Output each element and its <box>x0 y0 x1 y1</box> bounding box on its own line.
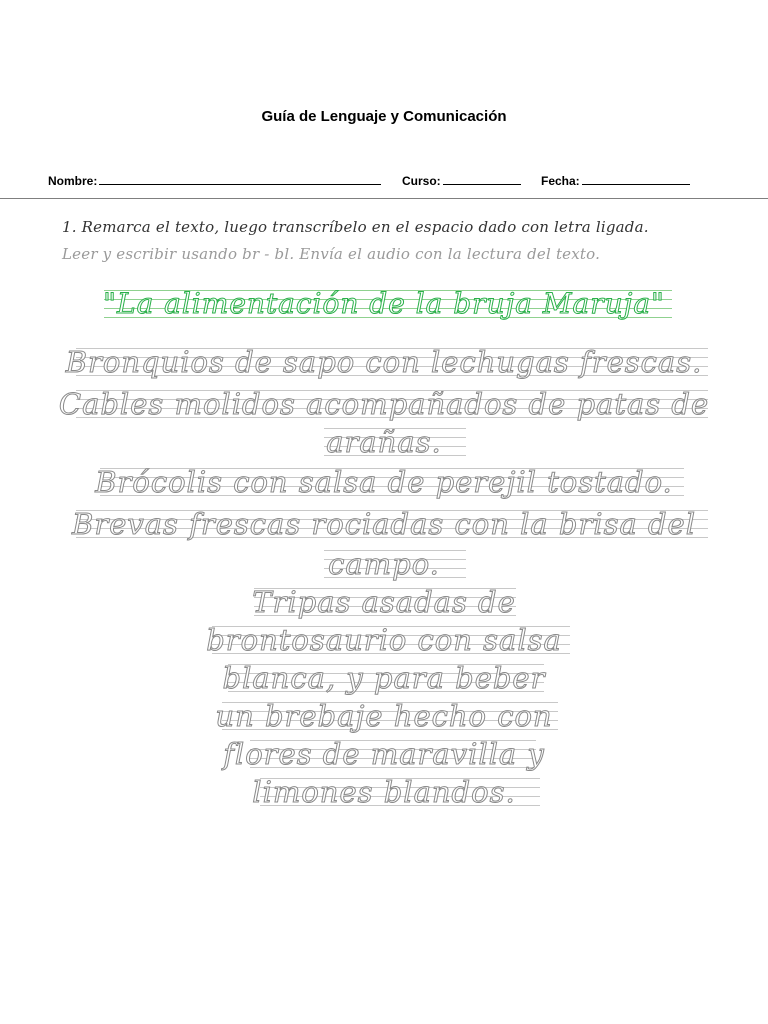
tracing-line <box>0 344 768 382</box>
nombre-field[interactable] <box>48 172 381 188</box>
tracing-line <box>0 698 768 736</box>
header-divider <box>0 198 768 199</box>
tracing-line-text: Tripas asadas de <box>252 585 516 619</box>
tracing-line <box>0 622 768 660</box>
fecha-field[interactable] <box>541 172 690 188</box>
tracing-line-text: un brebaje hecho con <box>215 699 553 733</box>
tracing-line <box>0 506 768 544</box>
instruction-text: 1. Remarca el texto, luego transcríbelo en el espacio dado con letra ligada. <box>62 218 649 236</box>
tracing-line-text: campo. <box>328 547 440 581</box>
curso-label: Curso: <box>402 174 441 188</box>
instruction-subtext: Leer y escribir usando br - bl. Envía el audio con la lectura del texto. <box>62 245 601 263</box>
nombre-blank[interactable] <box>99 172 381 185</box>
tracing-line <box>0 546 768 584</box>
tracing-heading <box>0 286 768 324</box>
tracing-line-text: brontosaurio con salsa <box>206 623 562 657</box>
tracing-line <box>0 774 768 812</box>
tracing-line-text: Brócolis con salsa de perejil tostado. <box>95 465 673 499</box>
tracing-line <box>0 464 768 502</box>
nombre-label: Nombre: <box>48 174 98 188</box>
curso-field[interactable] <box>402 172 521 188</box>
tracing-line-text: arañas. <box>326 425 442 459</box>
tracing-line-text: flores de maravilla y <box>223 737 545 771</box>
tracing-line <box>0 660 768 698</box>
tracing-line-text: Cables molidos acompañados de patas de <box>58 387 710 421</box>
tracing-line-text: blanca, y para beber <box>222 661 546 695</box>
tracing-line <box>0 386 768 424</box>
tracing-line-text: Bronquios de sapo con lechugas frescas. <box>65 345 703 379</box>
fecha-blank[interactable] <box>582 172 690 185</box>
fecha-label: Fecha: <box>541 174 580 188</box>
tracing-line <box>0 584 768 622</box>
student-info-row <box>0 172 768 190</box>
tracing-heading-text: "La alimentación de la bruja Maruja" <box>103 287 665 320</box>
page-title: Guía de Lenguaje y Comunicación <box>261 108 507 125</box>
tracing-line <box>0 424 768 462</box>
tracing-line-text: limones blandos. <box>252 775 516 809</box>
curso-blank[interactable] <box>443 172 521 185</box>
tracing-line-text: Brevas frescas rociadas con la brisa del <box>72 507 696 541</box>
tracing-line <box>0 736 768 774</box>
